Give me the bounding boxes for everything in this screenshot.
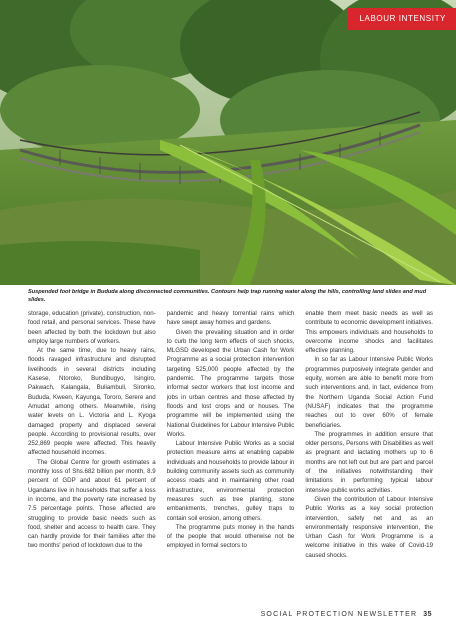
paragraph: At the same time, due to heavy rains, floods ravaged infrastructure and disrupted livelihoods in several districts including Kasese, Ntoroko, Bundibugyo, Isingiro, Pakwach, Kalangala, Buliambuli, Sironko, Bududa, Kween, Kayunga, Tororo, Serere and Amudat among others. Meanwhile, rising water levels on L. Victoria and L. Kyoga damaged property and displaced several people. According to provisional results, over 252,869 people were affected. This heavily affected household incomes. <box>28 347 156 457</box>
page-number: 35 <box>423 611 432 618</box>
page-footer <box>261 611 432 618</box>
paragraph: The Global Centre for growth estimates a monthly loss of Shs.682 billion per month, 8.9 percent of GDP and about 61 percent of Ugandans live in households that suffer a loss in income, and the poverty rate increased by 7.5 percentage points. Those affected are struggling to provide basic needs such as food, shelter and access to health care. They can hardly provide for their families after the two months' period of lockdown due to the <box>28 458 156 550</box>
column-1 <box>28 309 156 609</box>
photo-illustration <box>0 0 456 285</box>
paragraph: In so far as Labour Intensive Public Works programmes purposively integrate gender and equity, women are able to benefit more from such interventions and, in fact, evidence from the Northern Uganda Social Action Fund (NUSAF) indicates that the programme reaches out to over 60% of female beneficiaries. <box>305 356 434 429</box>
paragraph: pandemic and heavy torrential rains which have swept away homes and gardens. <box>166 310 295 327</box>
newsletter-name: SOCIAL PROTECTION NEWSLETTER <box>260 611 418 618</box>
column-2 <box>167 309 295 609</box>
paragraph: Labour Intensive Public Works as a social protection measure aims at enabling capable individuals and households to provide labour in building community assets such as community access roads and in maintaining other road infrastructure, environmental protection measures such as tree planting, stone embankments, trenches, gulley traps to contain soil erosion, among others. <box>166 440 295 522</box>
photo-caption: Suspended foot bridge in Bududa along disconnected communities. Contours help trap running water along the hills, controlling land slides and mud slides. <box>28 289 427 303</box>
column-3 <box>305 309 433 609</box>
section-tag: LABOUR INTENSITY <box>347 8 456 30</box>
paragraph: enable them meet basic needs as well as contribute to economic development initiatives. This empowers individuals and households to overcome income shocks and facilitates effective planning. <box>305 310 434 355</box>
article-body <box>28 309 433 609</box>
paragraph: Given the prevailing situation and in order to curb the long term effects of such shocks, MLGSD developed the Urban Cash for Work Programme as a social protection intervention targeting 525,000 people affected by the pandemic. The programme targets those informal sector workers that lost income and jobs in urban centres and those affected by floods and lost crops and or houses. The programme will be implemented using the National Guidelines for Labour Intensive Public Works. <box>166 328 295 438</box>
grass <box>0 241 200 285</box>
bridge-photo <box>0 0 456 285</box>
paragraph: storage, education (private), construction, non-food retail, and personal services. These have been affected by both the lockdown but also employ large numbers of workers. <box>28 310 156 345</box>
paragraph: The programmes in addition ensure that older persons, Persons with Disabilities as well as pregnant and lactating mothers up to 6 months are not left out but are part and parcel of the initiatives notwithstanding their limitations in performing typical labour intensive public works activities. <box>305 430 434 494</box>
paragraph: Given the contribution of Labour Intensive Public Works as a key social protection intervention, safety net and as an environmentally responsive intervention, the Urban Cash for Work Programme is a welcome initiative in this wake of Covid-19 caused shocks. <box>305 495 434 559</box>
paragraph: The programme puts money in the hands of the people that would otherwise not be employed in formal sectors to <box>166 523 295 550</box>
